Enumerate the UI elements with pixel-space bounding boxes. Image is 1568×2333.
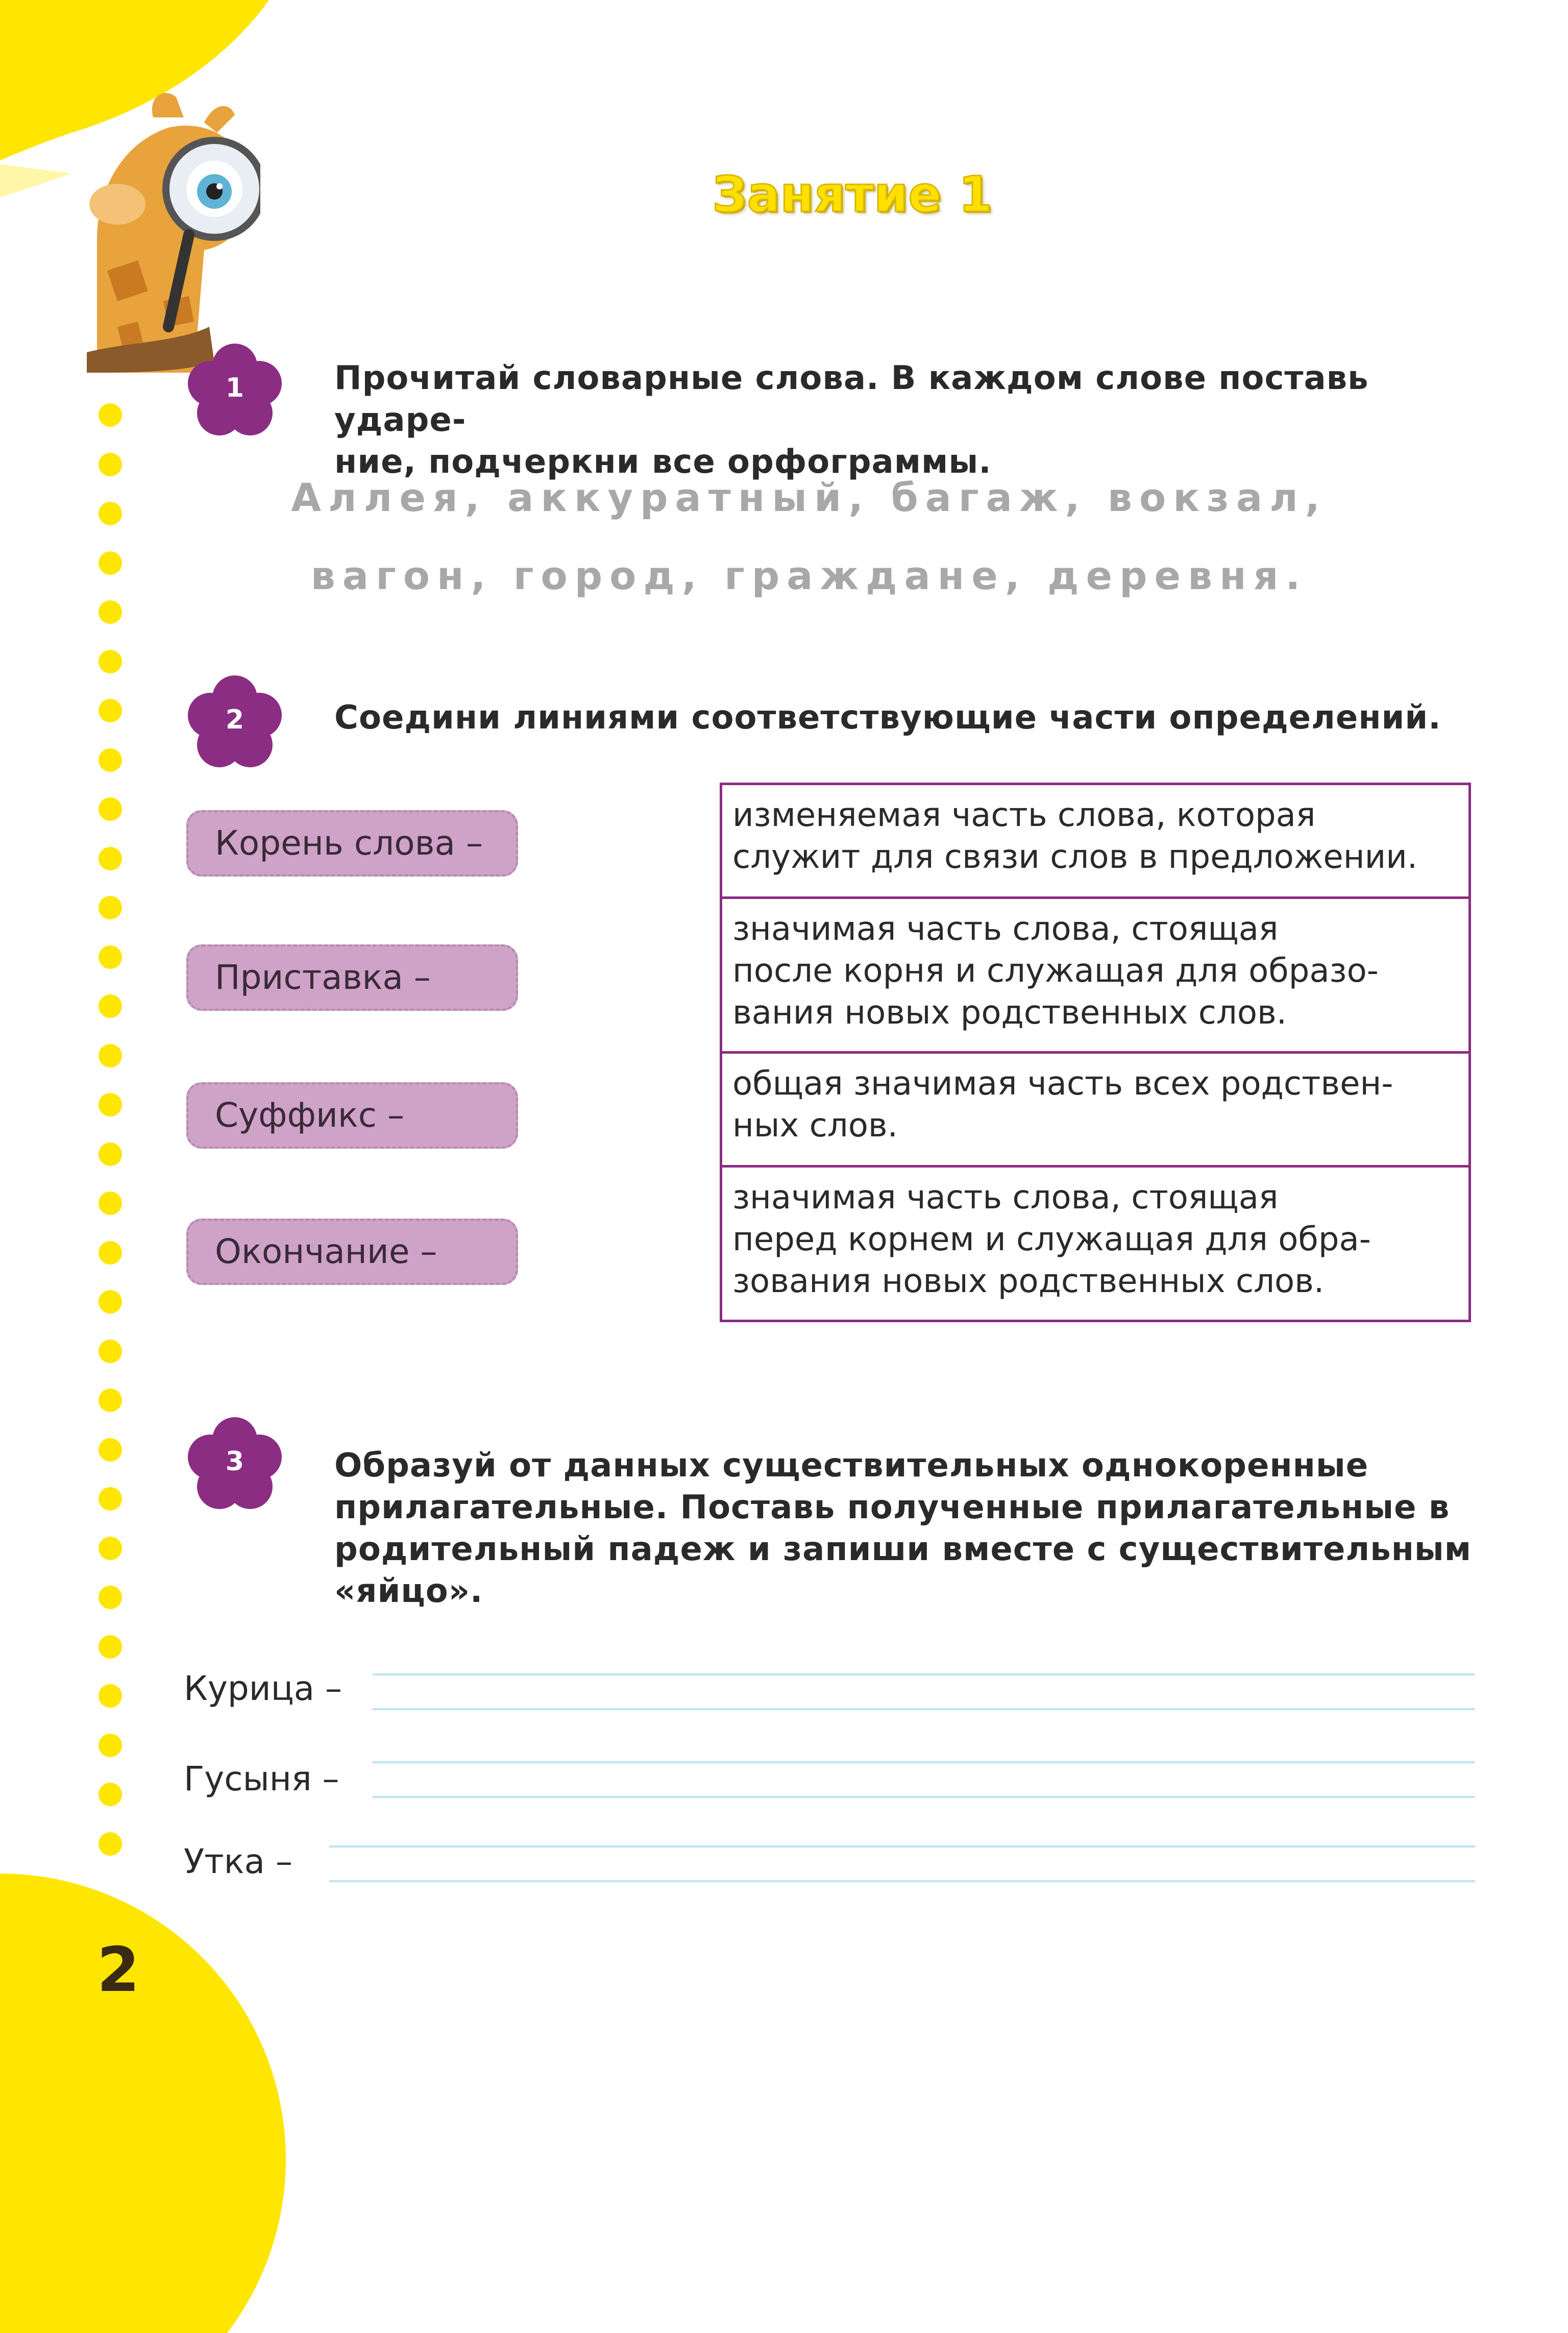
definitions-table [720,783,1471,1322]
task-2-badge [184,671,286,773]
dot [99,1734,122,1757]
dot [99,1684,122,1708]
dot [99,453,122,476]
answer-label-duck: Утка – [184,1842,292,1881]
answer-line-chicken-top [373,1673,1475,1675]
term-suffix[interactable]: Суффикс – [186,1082,518,1149]
answer-line-goose[interactable] [373,1796,1475,1798]
dot [99,650,122,673]
dot [99,1192,122,1215]
dot [99,896,122,919]
dot [99,1586,122,1609]
answer-line-chicken[interactable] [373,1708,1475,1710]
dictionary-words-line-1: Аллея, аккуратный, багаж, вокзал, [291,475,1327,520]
dot [99,600,122,624]
dot [99,1389,122,1412]
yellow-bottom-shape [0,1874,291,2333]
term-ending[interactable]: Окончание – [186,1219,518,1285]
definition-1[interactable]: изменяемая часть слова, которая служит для связи слов в предложении. [721,784,1470,898]
dot [99,748,122,772]
dot [99,994,122,1018]
term-prefix[interactable]: Приставка – [186,944,518,1011]
definition-3[interactable]: общая значимая часть всех родствен- ных слов. [721,1053,1470,1166]
task-3-number: 3 [225,1446,244,1477]
answer-label-goose: Гусыня – [184,1759,339,1799]
dot-column [99,403,124,1863]
dot [99,1044,122,1067]
giraffe-with-magnifier-icon [87,87,260,373]
answer-line-duck-top [329,1845,1475,1848]
dot [99,1537,122,1560]
dot [99,1241,122,1265]
task-1-instruction: Прочитай словарные слова. В каждом слове поставь ударе- ние, подчеркни все орфограммы. [334,359,1369,481]
task-2-number: 2 [225,704,244,735]
dot [99,551,122,575]
answer-label-chicken: Курица – [184,1669,342,1708]
task-2-instruction: Соедини линиями соответствующие части определений. [334,699,1441,737]
definition-4[interactable]: значимая часть слова, стоящая перед корнем и служащая для обра- зования новых родственных слов. [721,1166,1470,1321]
dot [99,1093,122,1116]
answer-line-goose-top [373,1761,1475,1763]
dot [99,1340,122,1363]
task-3-instruction: Образуй от данных существительных однокоренные прилагательные. Поставь полученные прилагательные в родительный падеж и запиши вместе с существительным «яйцо». [334,1447,1472,1610]
dot [99,403,122,427]
dot [99,945,122,969]
dot [99,797,122,821]
dot [99,1487,122,1511]
page-number: 2 [97,1935,140,2006]
dot [99,1438,122,1462]
task-3-badge [184,1413,286,1515]
dot [99,1832,122,1856]
dot [99,1635,122,1659]
dot [99,847,122,870]
task-1-badge [184,339,286,442]
answer-line-duck[interactable] [329,1880,1475,1882]
dot [99,502,122,525]
dot [99,1143,122,1166]
dot [99,699,122,722]
dictionary-words-line-2: вагон, город, граждане, деревня. [310,553,1308,598]
dot [99,1783,122,1806]
term-root[interactable]: Корень слова – [186,810,518,877]
definition-2[interactable]: значимая часть слова, стоящая после корня и служащая для образо- вания новых родственных слов. [721,898,1470,1053]
task-1-number: 1 [225,373,244,403]
dot [99,1290,122,1314]
lesson-title: Занятие 1 [712,166,993,223]
